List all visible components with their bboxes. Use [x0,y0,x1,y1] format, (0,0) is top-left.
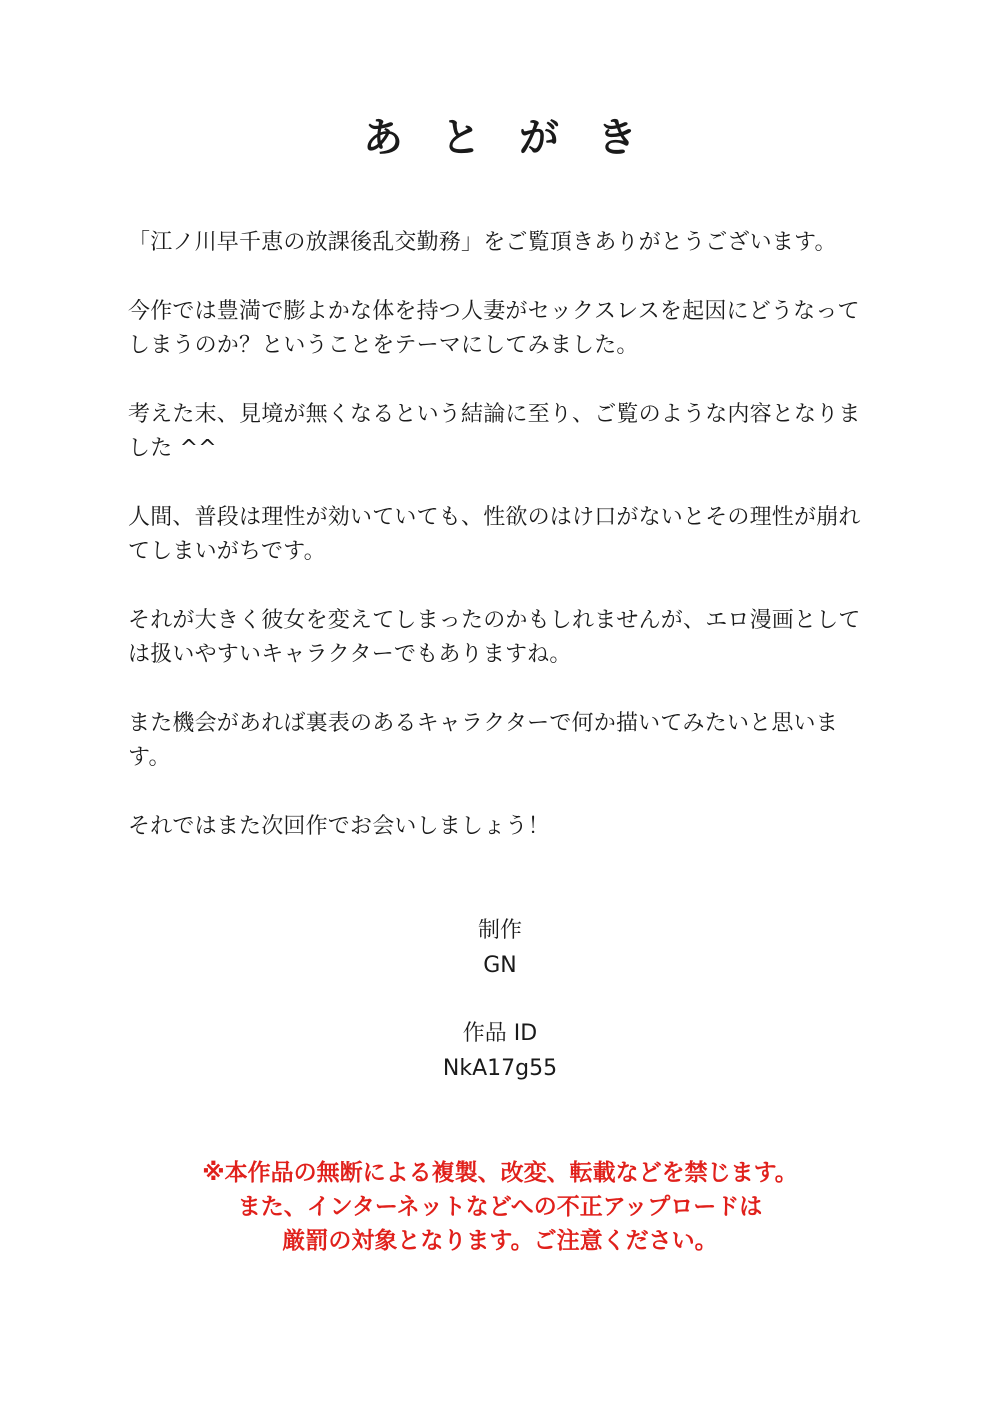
paragraph-4: 人間、普段は理性が効いていても、性欲のはけ口がないとその理性が崩れてしまいがちです。 [128,504,861,564]
production-credit [0,914,1000,983]
paragraph-7: それではまた次回作でお会いしましょう！ [128,813,550,839]
paragraph-3: 考えた末、見境が無くなるという結論に至り、ご覧のような内容となりました ^^ [128,401,861,461]
paragraph-6: また機会があれば裏表のあるキャラクターで何か描いてみたいと思います。 [128,710,838,770]
warning-line-3: 厳罰の対象となります。ご注意ください。 [282,1228,718,1254]
afterword-body [128,226,873,878]
work-id-label: 作品 ID [462,1021,538,1046]
work-id-value: NkA17g55 [442,1055,558,1081]
paragraph-1: 「江ノ川早千恵の放課後乱交勤務」をご覧頂きありがとうございます。 [128,230,837,255]
warning-line-1: ※本作品の無断による複製、改変、転載などを禁じます。 [202,1160,798,1186]
work-id-credit [0,1017,1000,1086]
production-value: GN [483,952,517,978]
copyright-warning [0,1156,1000,1258]
warning-line-2: また、インターネットなどへの不正アップロードは [237,1194,763,1220]
page-title: あとがき [363,115,675,161]
credits [0,914,1000,1120]
production-label: 制作 [477,918,522,943]
paragraph-5: それが大きく彼女を変えてしまったのかもしれませんが、エロ漫画としては扱いやすいキャラクターでもありますね。 [128,607,861,667]
paragraph-2: 今作では豊満で膨よかな体を持つ人妻がセックスレスを起因にどうなってしまうのか？ということをテーマにしてみました。 [128,298,860,358]
